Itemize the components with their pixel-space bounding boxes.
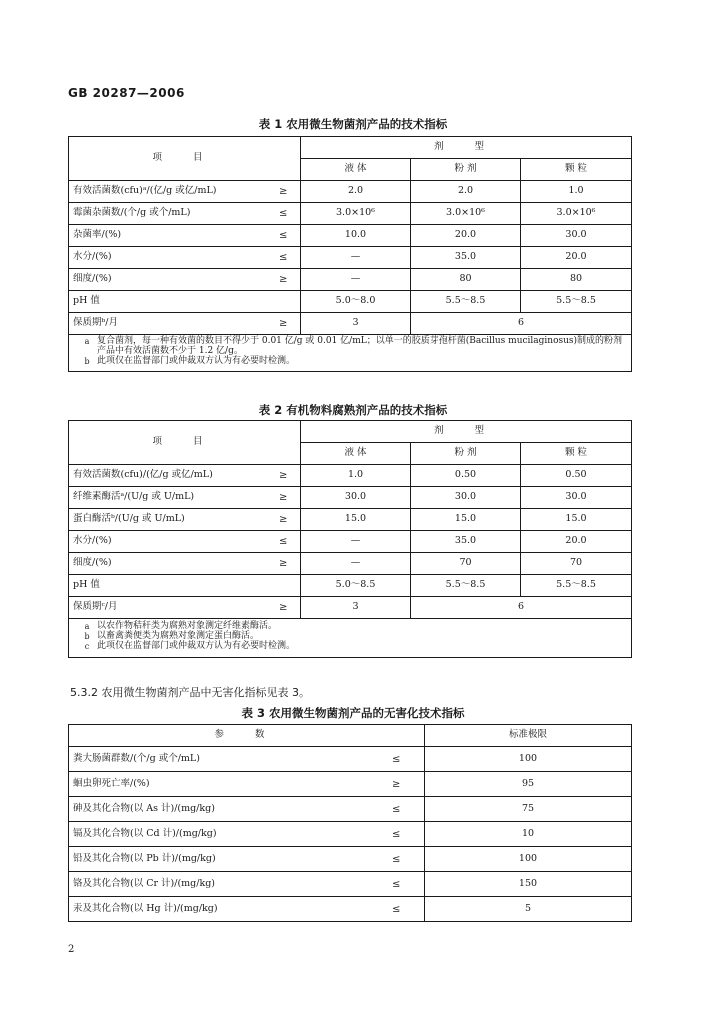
cell-value: 80 — [411, 269, 521, 291]
table3-head-param: 参 数 — [69, 725, 425, 747]
table1 — [68, 136, 632, 372]
cell-value: 5.5～8.5 — [521, 291, 632, 313]
note — [77, 642, 625, 652]
cell-value: 3 — [301, 597, 411, 619]
row-symbol: ≥ — [267, 269, 301, 291]
table-row — [69, 747, 632, 772]
cell-value: 5.0～8.0 — [301, 291, 411, 313]
note-text: 复合菌剂，每一种有效菌的数目不得少于 0.01 亿/g 或 0.01 亿/mL；以单一的胶质芽孢杆菌(Bacillus mucilaginosus)制成的粉剂产品中有效活菌数不少于 1.2 亿/g。 — [97, 336, 623, 356]
cell-value: 2.0 — [411, 181, 521, 203]
cell-value: 5 — [425, 897, 632, 922]
table-row — [69, 772, 632, 797]
cell-value: 3.0×10⁶ — [301, 203, 411, 225]
table1-caption: 表 1 农用微生物菌剂产品的技术指标 — [258, 117, 448, 131]
cell-value: — — [301, 531, 411, 553]
cell-value: 5.0～8.5 — [301, 575, 411, 597]
cell-value: 1.0 — [301, 465, 411, 487]
table-row — [69, 797, 632, 822]
row-label: pH 值 — [69, 575, 267, 597]
cell-value: 15.0 — [411, 509, 521, 531]
row-label: 有效活菌数(cfu)/(亿/g 或亿/mL) — [69, 465, 267, 487]
note-text: 以畜禽粪便类为腐熟对象测定蛋白酶活。 — [97, 630, 260, 641]
row-label: 粪大肠菌群数/(个/g 或个/mL) — [69, 747, 369, 772]
row-label: 水分/(%) — [69, 531, 267, 553]
row-label: 细度/(%) — [69, 269, 267, 291]
note — [77, 337, 625, 357]
note-text: 此项仅在监督部门或仲裁双方认为有必要时检测。 — [97, 640, 296, 651]
cell-value: 30.0 — [521, 487, 632, 509]
row-label: 细度/(%) — [69, 553, 267, 575]
table-row — [69, 872, 632, 897]
cell-value: 70 — [411, 553, 521, 575]
cell-value: — — [301, 247, 411, 269]
row-label: pH 值 — [69, 291, 267, 313]
row-symbol: ≥ — [369, 772, 425, 797]
cell-value: 20.0 — [411, 225, 521, 247]
note-text: 以农作物秸秆类为腐熟对象测定纤维素酶活。 — [97, 621, 278, 631]
row-label: 铅及其化合物(以 Pb 计)/(mg/kg) — [69, 847, 369, 872]
table2-head-powder: 粉 剂 — [411, 443, 521, 465]
note — [77, 357, 625, 367]
row-symbol: ≤ — [267, 531, 301, 553]
cell-value: 100 — [425, 747, 632, 772]
table-row — [69, 313, 632, 335]
row-symbol: ≤ — [369, 897, 425, 922]
cell-value: 75 — [425, 797, 632, 822]
table-row — [69, 553, 632, 575]
table-row — [69, 465, 632, 487]
table3-head-limit: 标准极限 — [425, 725, 632, 747]
table-row — [69, 575, 632, 597]
row-label: 铬及其化合物(以 Cr 计)/(mg/kg) — [69, 872, 369, 897]
note-mark: a — [84, 337, 90, 346]
cell-value: 70 — [521, 553, 632, 575]
table-row — [69, 509, 632, 531]
cell-value: 1.0 — [521, 181, 632, 203]
table-row — [69, 822, 632, 847]
row-label: 有效活菌数(cfu)ᵃ/(亿/g 或亿/mL) — [69, 181, 267, 203]
row-symbol — [267, 575, 301, 597]
row-symbol: ≤ — [267, 225, 301, 247]
table2-notes — [69, 619, 632, 658]
table1-notes — [69, 335, 632, 372]
cell-value: 10.0 — [301, 225, 411, 247]
cell-value: 35.0 — [411, 247, 521, 269]
cell-value: 150 — [425, 872, 632, 897]
cell-value: 30.0 — [301, 487, 411, 509]
cell-value: 100 — [425, 847, 632, 872]
cell-value: 15.0 — [521, 509, 632, 531]
table1-head-powder: 粉 剂 — [411, 159, 521, 181]
row-symbol: ≥ — [267, 181, 301, 203]
table2-head-granule: 颗 粒 — [521, 443, 632, 465]
cell-value: 3.0×10⁶ — [411, 203, 521, 225]
table-row — [69, 291, 632, 313]
table-row — [69, 897, 632, 922]
table-row — [69, 247, 632, 269]
row-label: 汞及其化合物(以 Hg 计)/(mg/kg) — [69, 897, 369, 922]
standard-number: GB 20287—2006 — [68, 86, 185, 100]
table-row — [69, 225, 632, 247]
cell-value: 5.5～8.5 — [411, 575, 521, 597]
row-label: 纤维素酶活ᵃ/(U/g 或 U/mL) — [69, 487, 267, 509]
note-mark: b — [84, 356, 90, 366]
table1-head-item: 项 目 — [69, 137, 301, 181]
note-mark: a — [84, 622, 90, 631]
row-symbol: ≥ — [267, 553, 301, 575]
cell-value: 3 — [301, 313, 411, 335]
cell-value: 80 — [521, 269, 632, 291]
row-symbol: ≥ — [267, 487, 301, 509]
row-symbol: ≥ — [267, 313, 301, 335]
table2-head-group: 剂 型 — [301, 421, 632, 443]
cell-value: 10 — [425, 822, 632, 847]
row-symbol: ≤ — [369, 747, 425, 772]
table2-head-liquid: 液 体 — [301, 443, 411, 465]
cell-value: — — [301, 553, 411, 575]
note-mark: c — [84, 641, 90, 651]
cell-value: 5.5～8.5 — [411, 291, 521, 313]
cell-value: 6 — [411, 597, 632, 619]
row-symbol: ≤ — [267, 203, 301, 225]
cell-value: 0.50 — [521, 465, 632, 487]
row-label: 镉及其化合物(以 Cd 计)/(mg/kg) — [69, 822, 369, 847]
row-symbol: ≥ — [267, 509, 301, 531]
row-symbol: ≤ — [267, 247, 301, 269]
table-row — [69, 531, 632, 553]
cell-value: 0.50 — [411, 465, 521, 487]
row-label: 杂菌率/(%) — [69, 225, 267, 247]
cell-value: 2.0 — [301, 181, 411, 203]
row-symbol: ≥ — [267, 597, 301, 619]
row-label: 霉菌杂菌数/(个/g 或个/mL) — [69, 203, 267, 225]
row-label: 砷及其化合物(以 As 计)/(mg/kg) — [69, 797, 369, 822]
row-symbol: ≤ — [369, 822, 425, 847]
table-row — [69, 269, 632, 291]
cell-value: 3.0×10⁶ — [521, 203, 632, 225]
cell-value: 95 — [425, 772, 632, 797]
cell-value: 5.5～8.5 — [521, 575, 632, 597]
row-symbol: ≤ — [369, 872, 425, 897]
table3 — [68, 724, 632, 922]
row-label: 蛋白酶活ᵇ/(U/g 或 U/mL) — [69, 509, 267, 531]
table-row — [69, 597, 632, 619]
cell-value: 20.0 — [521, 247, 632, 269]
page-number: 2 — [68, 944, 75, 955]
table1-head-group: 剂 型 — [301, 137, 632, 159]
table2 — [68, 420, 632, 658]
cell-value: 20.0 — [521, 531, 632, 553]
cell-value: — — [301, 269, 411, 291]
table3-caption: 表 3 农用微生物菌剂产品的无害化技术指标 — [241, 706, 465, 720]
table-row — [69, 181, 632, 203]
table-row — [69, 487, 632, 509]
cell-value: 6 — [411, 313, 632, 335]
table-row — [69, 847, 632, 872]
section-paragraph: 5.3.2 农用微生物菌剂产品中无害化指标见表 3。 — [70, 686, 310, 699]
note-text: 此项仅在监督部门或仲裁双方认为有必要时检测。 — [97, 355, 296, 366]
row-symbol — [267, 291, 301, 313]
row-symbol: ≤ — [369, 847, 425, 872]
cell-value: 30.0 — [521, 225, 632, 247]
row-label: 蛔虫卵死亡率/(%) — [69, 772, 369, 797]
row-label: 水分/(%) — [69, 247, 267, 269]
cell-value: 30.0 — [411, 487, 521, 509]
table1-head-granule: 颗 粒 — [521, 159, 632, 181]
cell-value: 15.0 — [301, 509, 411, 531]
row-label: 保质期ᶜ/月 — [69, 597, 267, 619]
table2-head-item: 项 目 — [69, 421, 301, 465]
cell-value: 35.0 — [411, 531, 521, 553]
table1-head-liquid: 液 体 — [301, 159, 411, 181]
table2-caption: 表 2 有机物料腐熟剂产品的技术指标 — [258, 403, 448, 417]
note-mark: b — [84, 631, 90, 641]
row-symbol: ≤ — [369, 797, 425, 822]
table-row — [69, 203, 632, 225]
row-symbol: ≥ — [267, 465, 301, 487]
row-label: 保质期ᵇ/月 — [69, 313, 267, 335]
